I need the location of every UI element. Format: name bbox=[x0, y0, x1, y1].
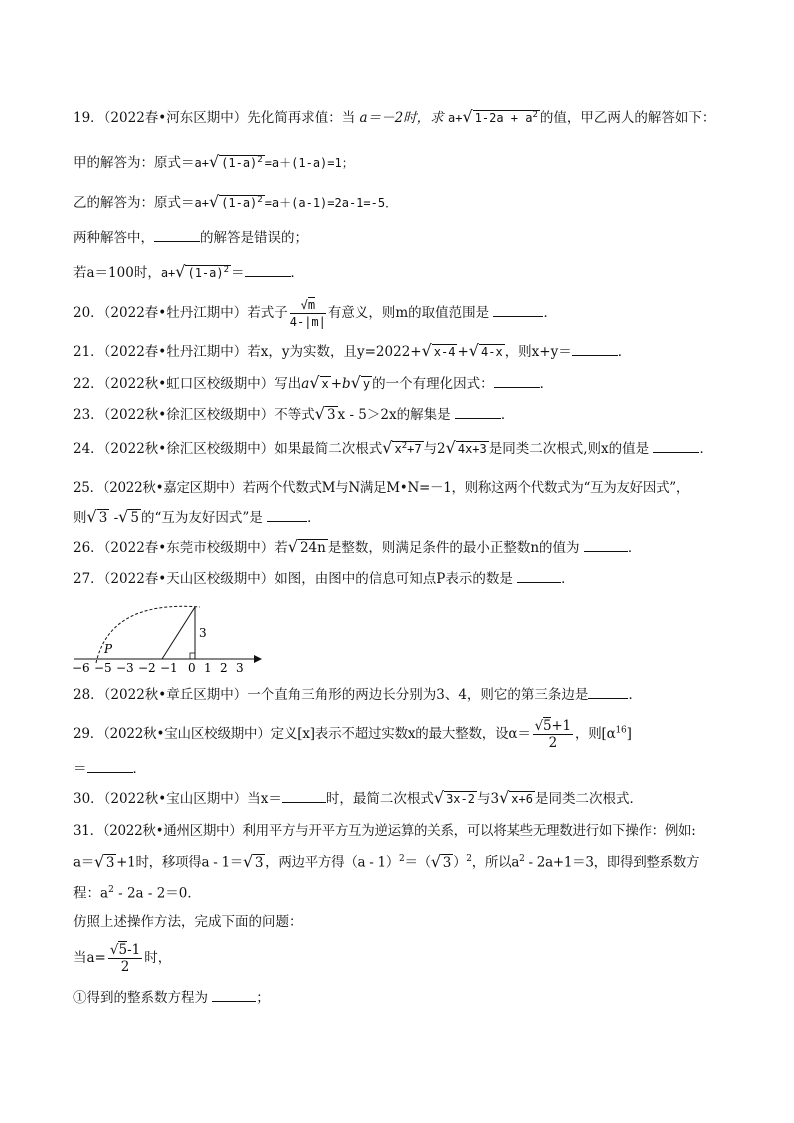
q31-line1: 31．（2022秋•通州区期中）利用平方与开平方互为逆运算的关系，可以将某些无理数进行如下操作：例如: bbox=[73, 823, 696, 839]
q19-line1: 19．（2022春•河东区期中）先化简再求值：当 a＝－2时，求 a+√ $1-2a + a^2$ 的值，甲乙两人的解答如下： bbox=[73, 107, 716, 126]
q19-jia: 甲的解答为：原式＝a+√ $(1-a)^2 =a+(1-a)=1$； bbox=[73, 152, 354, 171]
q19-yi: 乙的解答为：原式＝a+√ $(1-a)^2 =a+(a-1)=2a-1=-5$． bbox=[73, 192, 398, 211]
svg-text:−6: −6 bbox=[72, 661, 90, 675]
svg-text:2: 2 bbox=[220, 661, 228, 675]
q31-line6: ①得到的整系数方程为 ； bbox=[73, 987, 734, 1008]
svg-text:−1: −1 bbox=[160, 661, 178, 675]
sqrt: √ $1-2a + a^2$ bbox=[462, 107, 538, 126]
arrow-icon bbox=[254, 655, 262, 663]
q20: 20．（2022春•牡丹江期中）若式子 $\frac{√m}{4-|m|}$ 有意义，则m的取值范围是 ． bbox=[73, 298, 557, 329]
point-label: P bbox=[104, 642, 113, 656]
q25-line1: 25．（2022秋•嘉定区期中）若两个代数式M与N满足M•N=－1，则称这两个代数式为“互为友好因式”， bbox=[73, 480, 690, 496]
svg-text:−5: −5 bbox=[94, 661, 112, 675]
q22: 22．（2022秋•虹口区校级期中）写出a√ x +b√ y 的一个有理化因式： ． bbox=[73, 373, 554, 392]
q23: 23．（2022秋•徐汇区校级期中）不等式√ 3 x - 5＞2x的解集是 ． bbox=[73, 404, 515, 423]
svg-text:−3: −3 bbox=[116, 661, 134, 675]
svg-text:0: 0 bbox=[188, 661, 196, 675]
svg-text:1: 1 bbox=[204, 661, 212, 675]
fraction: $\frac{√m}{4-|m|}$ bbox=[289, 298, 326, 329]
q24: 24．（2022秋•徐汇区校级期中）如果最简二次根式√ $x^2+7$ 与2√ 4x+3 是同类二次根式,则x的值是 ． bbox=[73, 438, 713, 457]
q29-line2: ＝ ． bbox=[73, 758, 734, 779]
svg-text:−2: −2 bbox=[138, 661, 156, 675]
q25-line2: 则√ 3 -√ 5 的“互为友好因式”是 ． bbox=[73, 507, 321, 526]
q19-line3: 两种解答中， 的解答是错误的； bbox=[73, 227, 734, 248]
hypotenuse bbox=[162, 607, 195, 659]
q21: 21．（2022春•牡丹江期中）若x，y为实数，且y=2022+√ x-4 +√ 4-x ，则x+y＝ ． bbox=[73, 341, 632, 360]
q31-line2: a＝√ 3 +1时，移项得a - 1＝√ 3 ，两边平方得（a - 1）$^2$＝（√ 3 ）$^2$，所以$a^2 - 2a+1=3$，即得到整系数方 bbox=[73, 851, 700, 871]
q29-line1: 29．（2022秋•宝山区校级期中）定义[x]表示不超过实数x的最大整数，设α＝ $\frac{√5+1}{2}$ ，则$[\alpha^{16}]$ bbox=[73, 718, 632, 751]
q31-line3: 程：$a^2 - 2a - 2=0$． bbox=[73, 885, 201, 902]
q28: 28．（2022秋•章丘区期中）一个直角三角形的两边长分别为3、4，则它的第三条边是 ． bbox=[73, 684, 734, 705]
right-angle-mark bbox=[190, 653, 195, 659]
q31-line4: 仿照上述操作方法，完成下面的问题： bbox=[73, 914, 303, 930]
q27: 27．（2022春•天山区校级期中）如图，由图中的信息可知点P表示的数是 ． bbox=[73, 568, 734, 589]
q26: 26．（2022春•东莞市校级期中）若√ 24n 是整数，则满足条件的最小正整数n的值为 ． bbox=[73, 537, 642, 556]
svg-text:3: 3 bbox=[236, 661, 244, 675]
height-label: 3 bbox=[199, 626, 207, 640]
q31-line5: 当a= $\frac{√5-1}{2}$ 时， bbox=[73, 942, 172, 975]
number-line-figure bbox=[70, 595, 270, 675]
q19-line4: 若a＝100时，a+√ $(1-a)^2$ ＝ ． bbox=[73, 262, 305, 281]
q30: 30．（2022秋•宝山区期中）当x＝ 时，最简二次根式√ 3x-2 与3√ x+6 是同类二次根式． bbox=[73, 788, 643, 807]
